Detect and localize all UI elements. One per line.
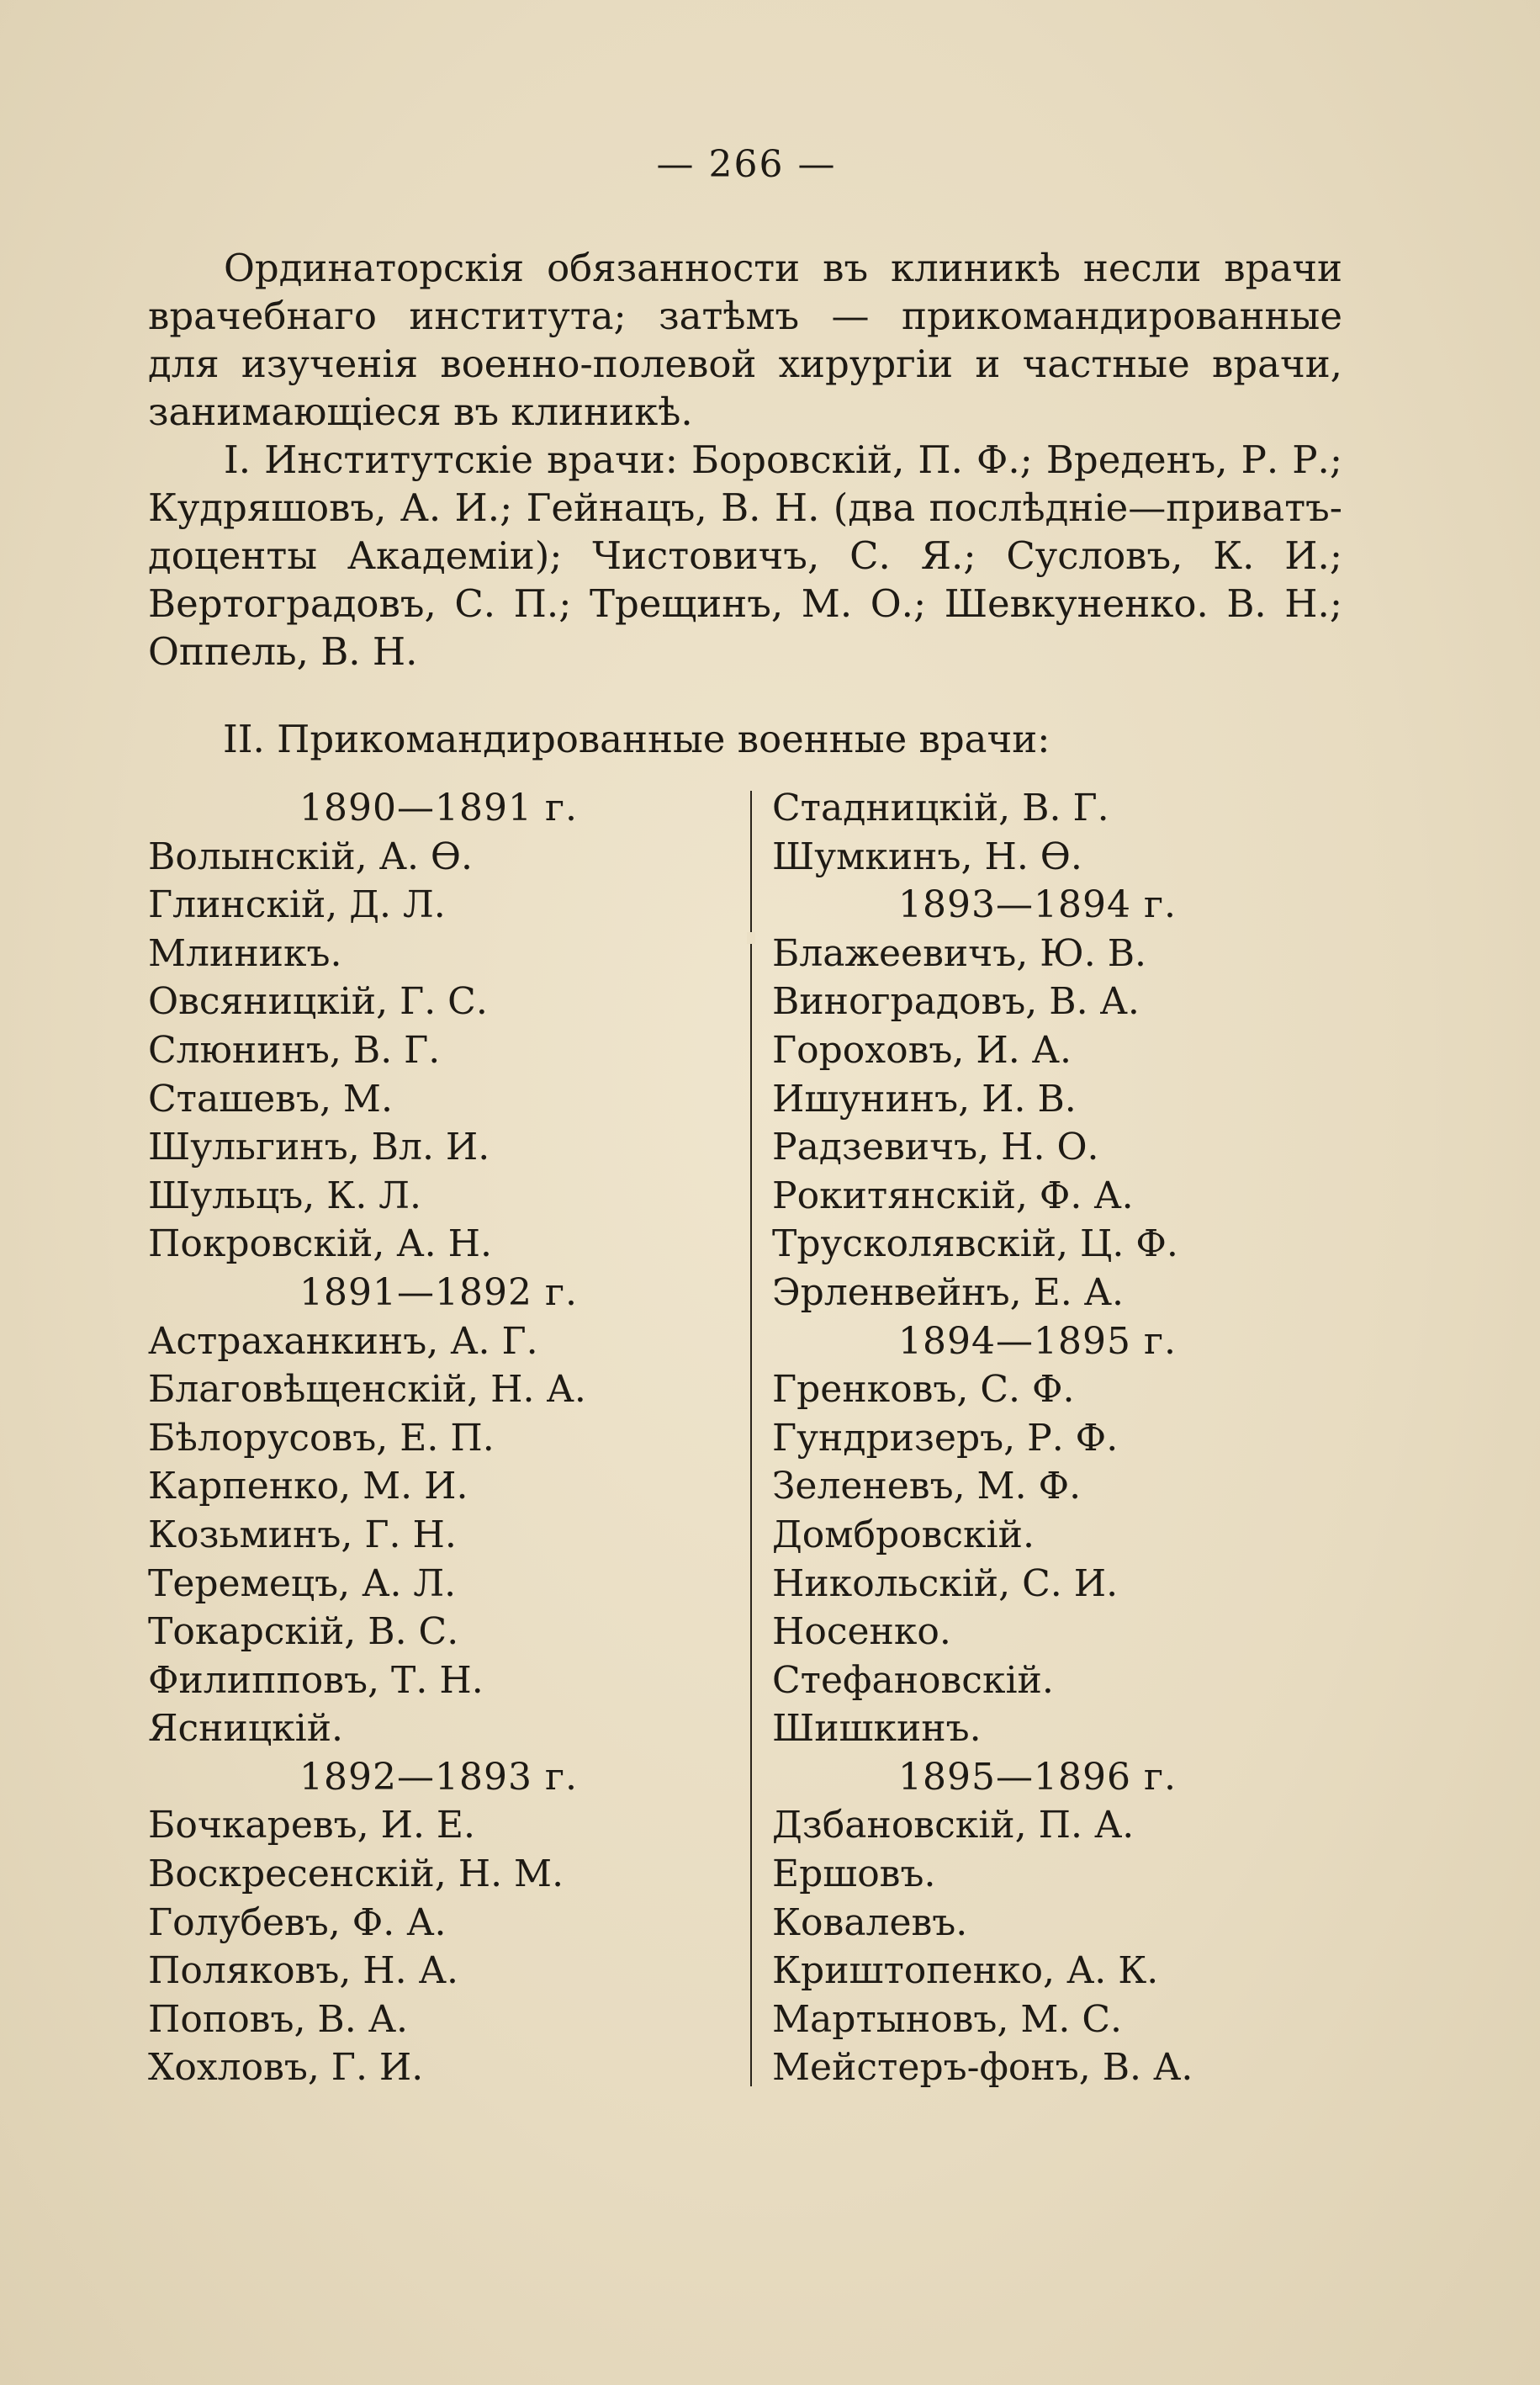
doctor-name-entry: Благовѣщенскій, Н. А. [148,1368,586,1412]
section-heading-military-doctors: II. Прикомандированные военные врачи: [223,717,1050,761]
doctor-name-entry: Глинскій, Д. Л. [148,883,446,927]
doctor-name-entry: Носенко. [772,1610,951,1654]
left-column-list [148,784,737,2092]
doctor-name-entry: Млиникъ. [148,931,342,975]
doctor-name-entry: Воскресенскій, Н. М. [148,1852,564,1896]
doctor-name-entry: Мейстеръ-фонъ, В. А. [772,2046,1193,2090]
intro-text [148,244,1342,676]
doctor-name-entry: Шишкинъ. [772,1707,982,1751]
doctor-name-entry: Виноградовъ, В. А. [772,980,1140,1024]
column-divider [750,791,752,2086]
intro-paragraph-ordinators: Ординаторскія обязанности въ клиникѣ несли врачи врачебнаго института; затѣмъ — прикомандированные для изученія военно-полевой хирургіи и частные врачи, занимающіеся въ клиникѣ. [148,246,1342,434]
doctor-name-entry: Токарскій, В. С. [148,1610,459,1654]
doctor-name-entry: Овсяницкій, Г. С. [148,980,488,1024]
doctor-name-entry: Карпенко, М. И. [148,1465,468,1508]
year-range-heading: 1895—1896 г. [898,1755,1177,1799]
doctor-name-entry: Козьминъ, Г. Н. [148,1513,457,1556]
doctor-name-entry: Поповъ, В. А. [148,1997,409,2041]
right-column-list [772,784,1361,2092]
doctor-name-entry: Стадницкій, В. Г. [772,787,1109,829]
doctor-name-entry: Бочкаревъ, И. Е. [148,1804,476,1847]
doctor-name-entry: Волынскій, А. Ѳ. [148,835,473,878]
doctor-name-entry: Сташевъ, М. [148,1077,393,1121]
doctor-name-entry: Криштопенко, А. К. [772,1949,1159,1993]
doctor-name-entry: Никольскій, С. И. [772,1561,1119,1605]
column-divider-gap [747,932,755,944]
doctor-name-entry: Шульгинъ, Вл. И. [148,1126,490,1169]
doctor-name-entry: Гороховъ, И. А. [772,1028,1072,1072]
doctor-name-entry: Ишунинъ, И. В. [772,1077,1077,1121]
doctor-name-entry: Радзевичъ, Н. О. [772,1126,1099,1169]
year-range-heading: 1893—1894 г. [898,883,1177,927]
doctor-name-entry: Голубевъ, Ф. А. [148,1900,447,1944]
doctor-name-entry: Гундризеръ, Р. Ф. [772,1416,1119,1460]
doctor-name-entry: Блажеевичъ, Ю. В. [772,931,1147,975]
doctor-name-entry: Дзбановскій, П. А. [772,1804,1135,1847]
doctor-name-entry: Ершовъ. [772,1852,936,1896]
year-range-heading: 1892—1893 г. [299,1755,578,1799]
doctor-name-entry: Ковалевъ. [772,1900,968,1944]
year-range-heading: 1890—1891 г. [299,787,578,829]
doctor-name-entry: Зеленевъ, М. Ф. [772,1465,1082,1508]
year-range-heading: 1894—1895 г. [898,1319,1177,1363]
doctor-name-entry: Рокитянскій, Ф. А. [772,1174,1134,1217]
doctor-name-entry: Слюнинъ, В. Г. [148,1028,441,1072]
doctor-name-entry: Гренковъ, С. Ф. [772,1368,1075,1412]
doctor-name-entry: Покровскій, А. Н. [148,1222,492,1266]
doctor-name-entry: Бѣлорусовъ, Е. П. [148,1416,495,1460]
doctor-name-entry: Мартыновъ, М. С. [772,1997,1123,2041]
doctor-name-entry: Филипповъ, Т. Н. [148,1658,484,1702]
page-number: — 266 — [656,143,837,186]
doctor-name-entry: Теремецъ, А. Л. [148,1561,457,1605]
doctor-name-entry: Домбровскій. [772,1513,1035,1556]
doctor-name-entry: Ясницкій. [148,1707,344,1751]
doctor-name-entry: Поляковъ, Н. А. [148,1949,458,1993]
doctor-name-entry: Шумкинъ, Н. Ѳ. [772,835,1082,878]
doctor-name-entry: Шульцъ, К. Л. [148,1174,421,1217]
doctor-name-entry: Хохловъ, Г. И. [148,2046,424,2090]
doctor-name-entry: Трусколявскій, Ц. Ф. [772,1222,1178,1266]
year-range-heading: 1891—1892 г. [299,1270,578,1314]
doctor-name-entry: Эрленвейнъ, Е. А. [772,1270,1124,1314]
doctor-name-entry: Стефановскій. [772,1658,1054,1702]
doctor-name-entry: Астраханкинъ, А. Г. [148,1319,538,1363]
intro-paragraph-institute-doctors: I. Институтскіе врачи: Боровскій, П. Ф.; Вреденъ, Р. Р.; Кудряшовъ, А. И.; Гейнацъ, В. Н. (два послѣдніе—приватъ-доценты Академіи); Чистовичъ, С. Я.; Сусловъ, К. И.; Вертоградовъ, С. П.; Трещинъ, М. О.; Шевкуненко. В. Н.; Оппель, В. Н. [148,437,1342,674]
